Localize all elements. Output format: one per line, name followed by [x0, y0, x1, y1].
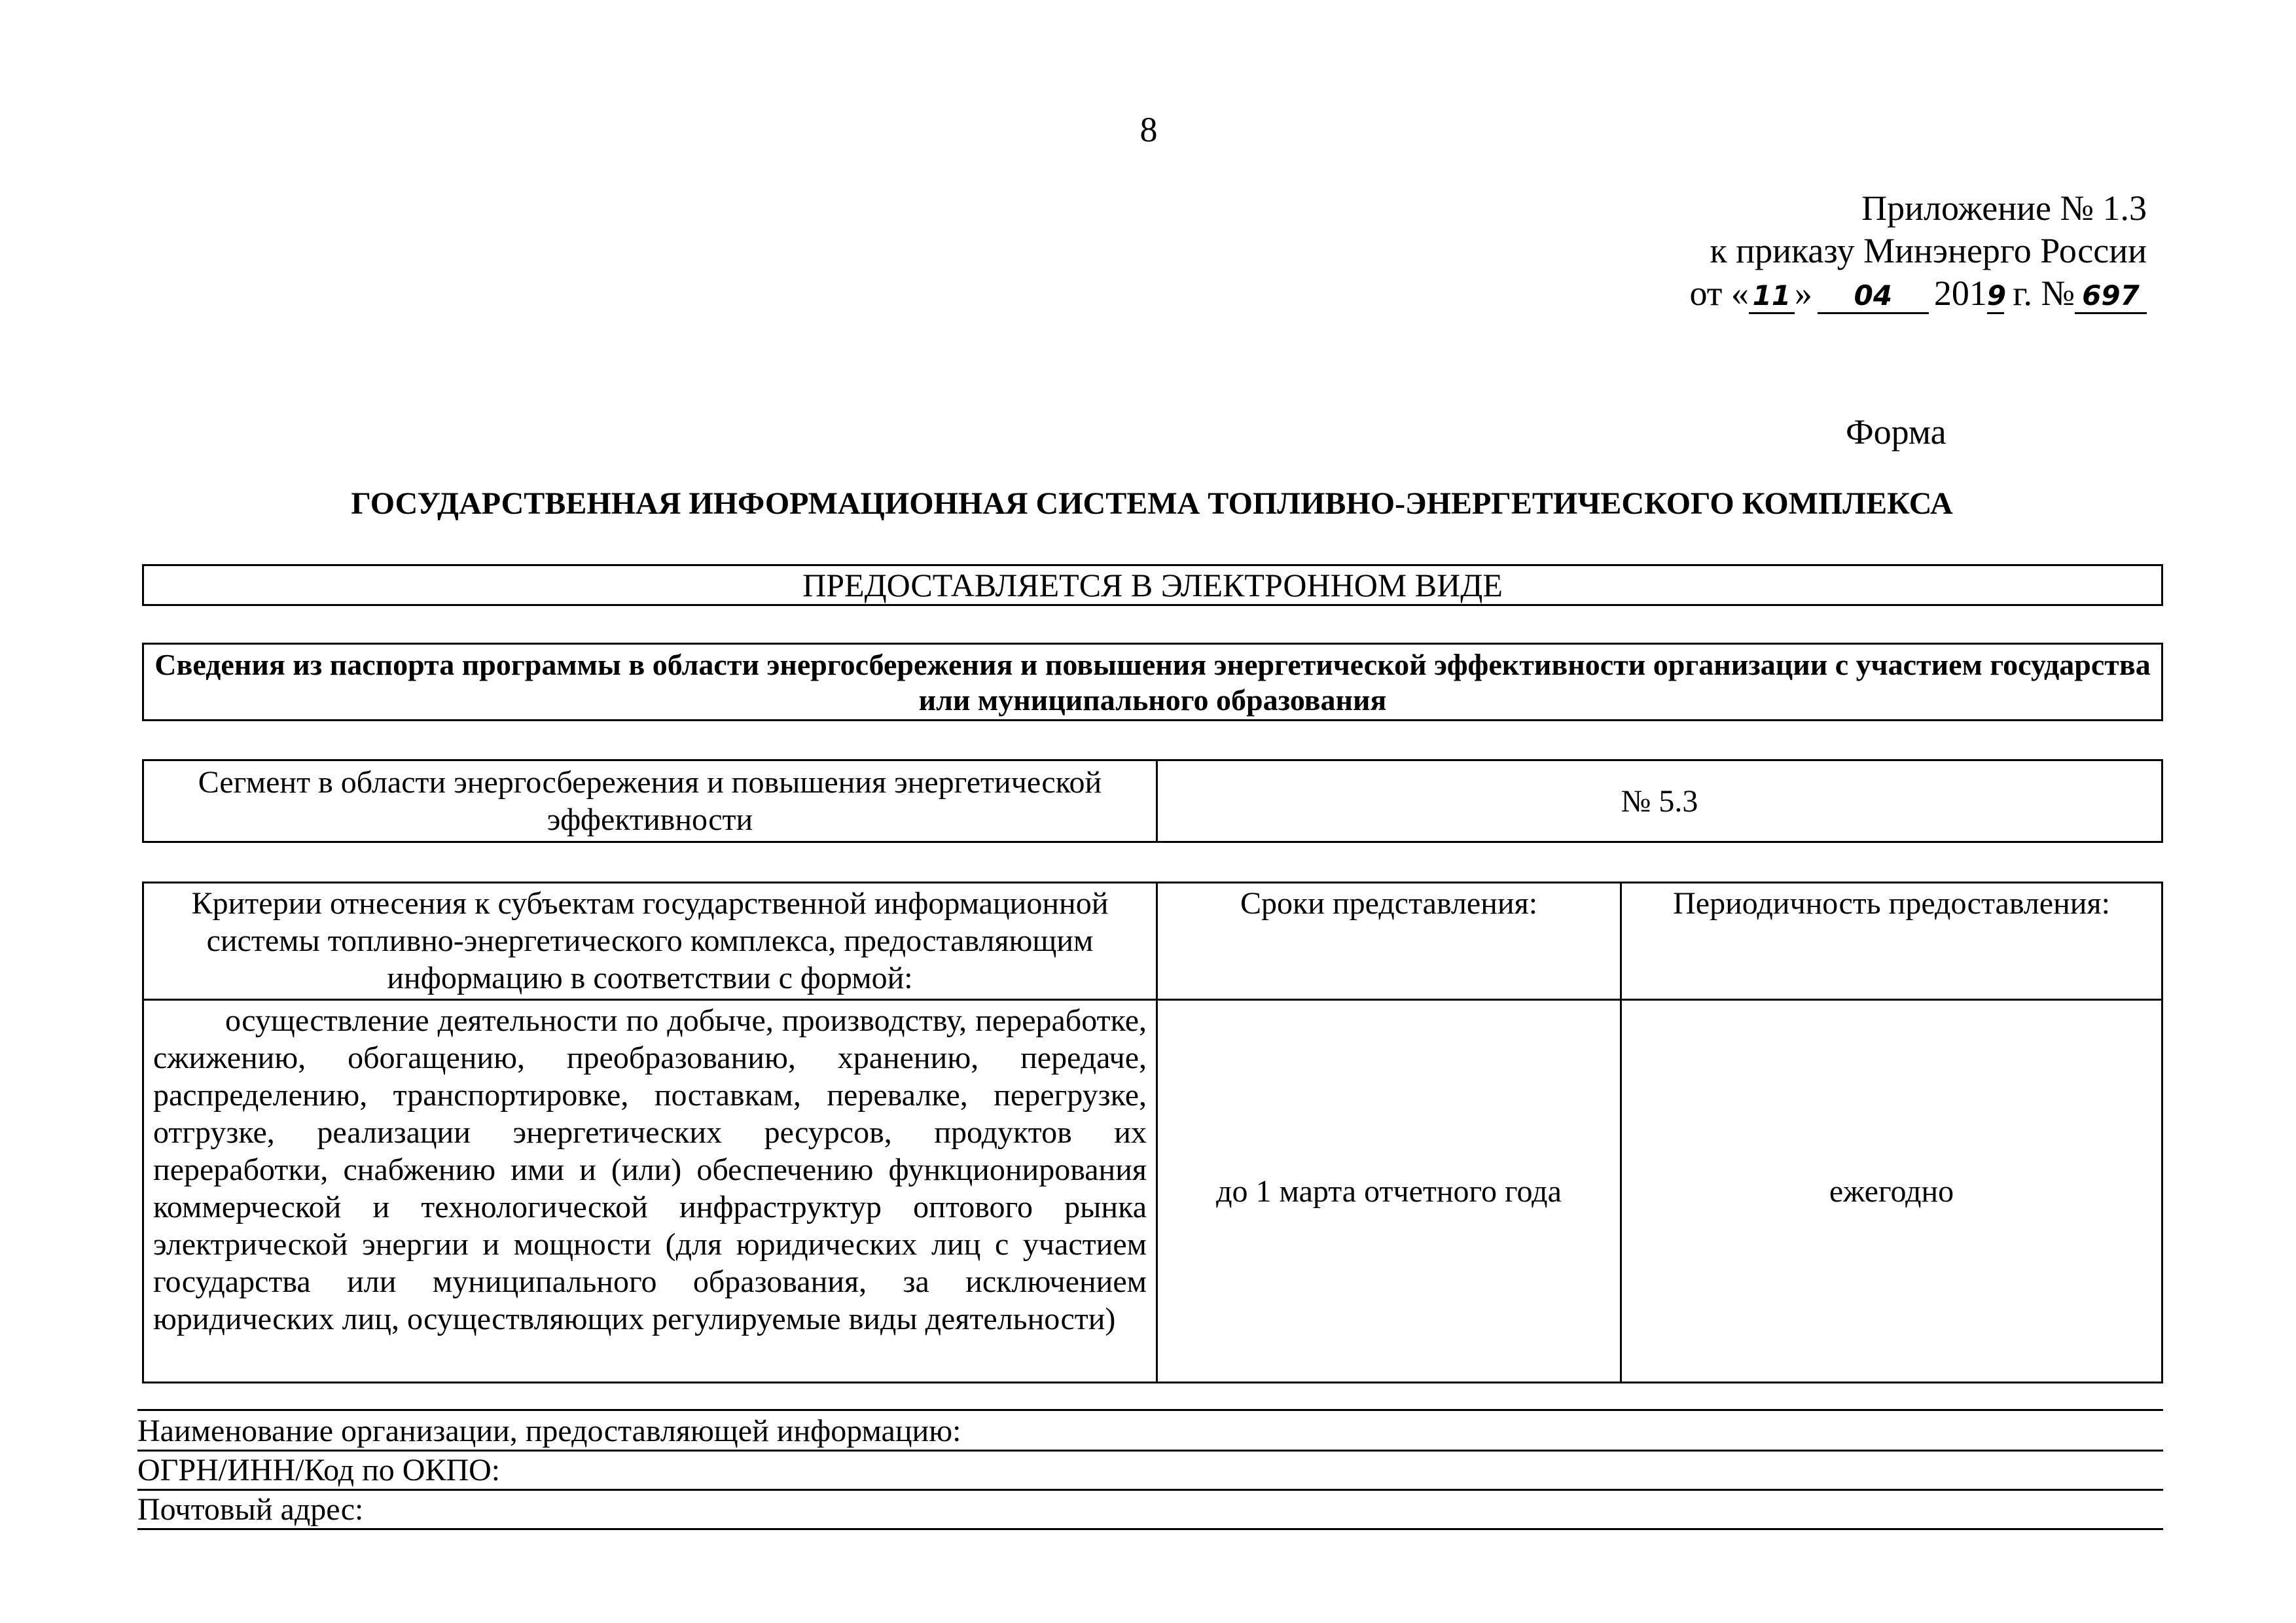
frequency-header-cell: Периодичность предоставления: — [1621, 883, 2162, 1000]
org-section-top-rule — [137, 1409, 2163, 1411]
form-label: Форма — [1846, 412, 1946, 452]
org-name-field: Наименование организации, предоставляющей информацию: — [137, 1412, 2163, 1452]
criteria-header-cell: Критерии отнесения к субъектам государственной информационной системы топливно-энергетического комплекса, предоставляющим информацию в соответствии с формой: — [143, 883, 1157, 1000]
appendix-order-ref: к приказу Минэнерго России — [1710, 231, 2147, 270]
segment-label-cell: Сегмент в области энергосбережения и повышения энергетической эффективности — [143, 760, 1157, 842]
year-suffix: г. № — [2003, 274, 2075, 313]
segment-row — [143, 760, 2162, 842]
frequency-cell: ежегодно — [1621, 1000, 2162, 1383]
criteria-header-row — [143, 883, 2162, 1000]
handwritten-day: 11 — [1749, 279, 1795, 314]
deadline-cell: до 1 марта отчетного года — [1157, 1000, 1621, 1383]
info-title-box: Сведения из паспорта программы в области энергосбережения и повышения энергетической эффективности организации с участием государства или муниципального образования — [142, 643, 2163, 721]
handwritten-month: 04 — [1818, 279, 1929, 314]
year-prefix: 201 — [1933, 274, 1987, 313]
handwritten-order-number: 697 — [2075, 279, 2147, 314]
org-address-field: Почтовый адрес: — [137, 1491, 2163, 1530]
segment-table — [142, 759, 2163, 843]
electronic-notice-box: ПРЕДОСТАВЛЯЕТСЯ В ЭЛЕКТРОННОМ ВИДЕ — [142, 564, 2163, 606]
criteria-description-cell — [143, 1000, 1157, 1383]
date-from-prefix: от « — [1689, 274, 1749, 313]
date-from-close: » — [1794, 274, 1812, 313]
system-title: ГОСУДАРСТВЕННАЯ ИНФОРМАЦИОННАЯ СИСТЕМА ТОПЛИВНО-ЭНЕРГЕТИЧЕСКОГО КОМПЛЕКСА — [351, 486, 1953, 521]
appendix-date-line — [1492, 272, 2147, 315]
criteria-body-row — [143, 1000, 2162, 1383]
criteria-description-text: осуществление деятельности по добыче, производству, переработке, сжижению, обогащению, преобразованию, хранению, передаче, распределению, транспортировке, поставкам, перевалке, перегрузке, отгрузке, реализации энергетических ресурсов, продуктов их переработки, снабжению ими и (или) обеспечению функционирования коммерческой и технологической инфраструктур оптового рынка электрической энергии и мощности (для юридических лиц с участием государства или муниципального образования, за исключением юридических лиц, осуществляющих регулируемые виды деятельности) — [153, 1003, 1147, 1336]
org-ids-field: ОГРН/ИНН/Код по ОКПО: — [137, 1452, 2163, 1491]
criteria-table — [142, 882, 2163, 1383]
appendix-block — [1492, 187, 2147, 315]
appendix-title: Приложение № 1.3 — [1861, 188, 2147, 228]
deadline-header-cell: Сроки представления: — [1157, 883, 1621, 1000]
handwritten-year-digit: 9 — [1987, 279, 2004, 314]
page-number: 8 — [1139, 110, 1158, 149]
segment-value-cell: № 5.3 — [1157, 760, 2162, 842]
